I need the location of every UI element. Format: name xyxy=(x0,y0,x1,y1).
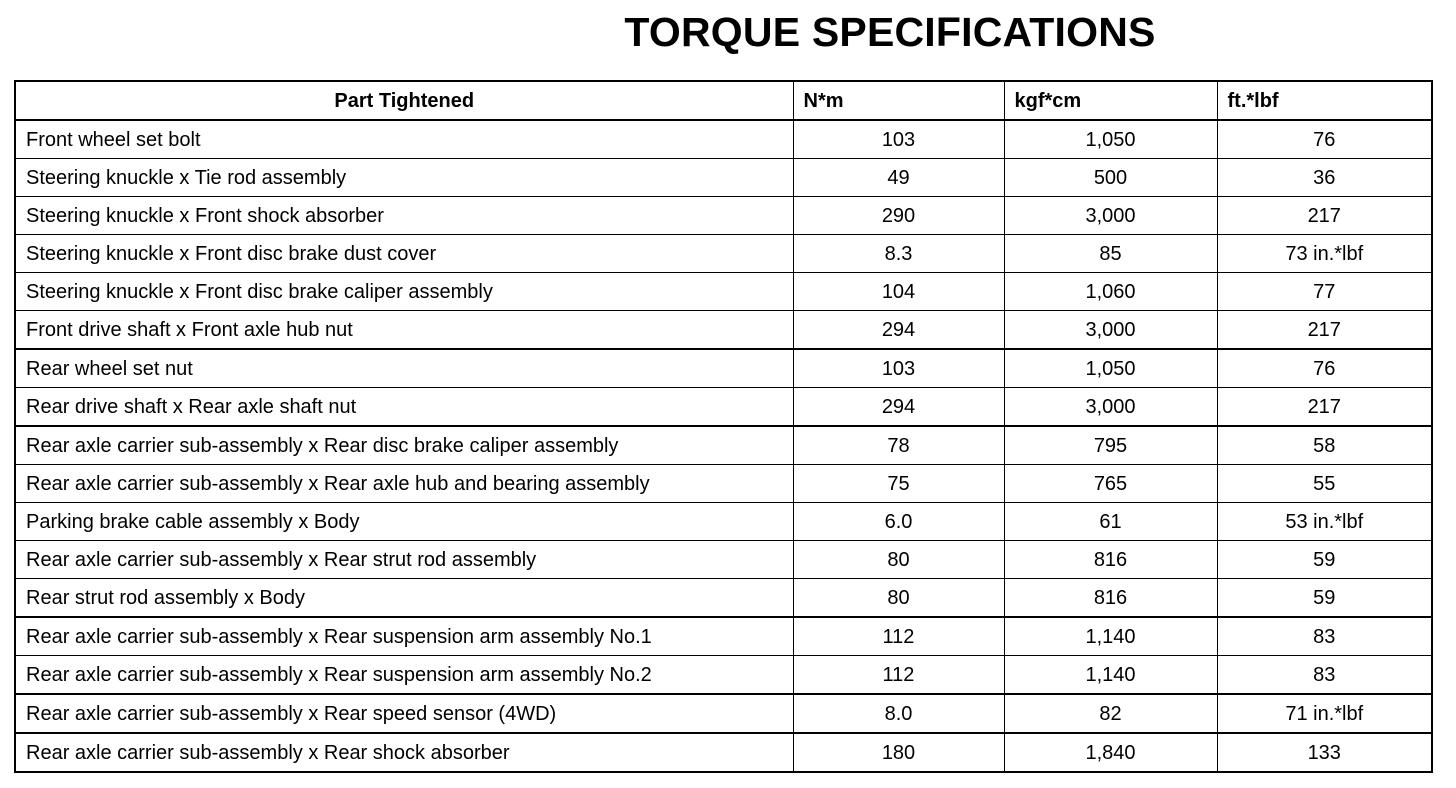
kgfcm-cell: 3,000 xyxy=(1004,311,1217,350)
nm-cell: 75 xyxy=(793,465,1004,503)
part-cell: Rear axle carrier sub-assembly x Rear suspension arm assembly No.1 xyxy=(15,617,793,656)
nm-cell: 8.0 xyxy=(793,694,1004,733)
part-cell: Steering knuckle x Front disc brake dust cover xyxy=(15,235,793,273)
kgfcm-cell: 816 xyxy=(1004,541,1217,579)
nm-cell: 290 xyxy=(793,197,1004,235)
ftlbf-cell: 58 xyxy=(1217,426,1432,465)
kgfcm-cell: 1,050 xyxy=(1004,349,1217,388)
table-row xyxy=(15,388,1432,427)
ftlbf-cell: 36 xyxy=(1217,159,1432,197)
part-cell: Parking brake cable assembly x Body xyxy=(15,503,793,541)
table-row xyxy=(15,235,1432,273)
part-cell: Rear axle carrier sub-assembly x Rear suspension arm assembly No.2 xyxy=(15,656,793,695)
ftlbf-cell: 53 in.*lbf xyxy=(1217,503,1432,541)
table-row xyxy=(15,503,1432,541)
table-row xyxy=(15,120,1432,159)
kgfcm-cell: 1,840 xyxy=(1004,733,1217,772)
table-row xyxy=(15,733,1432,772)
ftlbf-cell: 59 xyxy=(1217,579,1432,618)
part-cell: Rear axle carrier sub-assembly x Rear strut rod assembly xyxy=(15,541,793,579)
header-kgfcm: kgf*cm xyxy=(1004,81,1217,120)
header-nm: N*m xyxy=(793,81,1004,120)
ftlbf-cell: 55 xyxy=(1217,465,1432,503)
table-row xyxy=(15,159,1432,197)
table-row xyxy=(15,579,1432,618)
nm-cell: 103 xyxy=(793,120,1004,159)
kgfcm-cell: 816 xyxy=(1004,579,1217,618)
table-row xyxy=(15,694,1432,733)
kgfcm-cell: 3,000 xyxy=(1004,197,1217,235)
nm-cell: 112 xyxy=(793,656,1004,695)
ftlbf-cell: 73 in.*lbf xyxy=(1217,235,1432,273)
nm-cell: 49 xyxy=(793,159,1004,197)
part-cell: Front wheel set bolt xyxy=(15,120,793,159)
nm-cell: 80 xyxy=(793,541,1004,579)
table-row xyxy=(15,197,1432,235)
header-part-tightened: Part Tightened xyxy=(15,81,793,120)
table-row xyxy=(15,426,1432,465)
kgfcm-cell: 1,060 xyxy=(1004,273,1217,311)
kgfcm-cell: 3,000 xyxy=(1004,388,1217,427)
ftlbf-cell: 83 xyxy=(1217,656,1432,695)
nm-cell: 8.3 xyxy=(793,235,1004,273)
kgfcm-cell: 795 xyxy=(1004,426,1217,465)
table-row xyxy=(15,465,1432,503)
nm-cell: 294 xyxy=(793,388,1004,427)
part-cell: Rear wheel set nut xyxy=(15,349,793,388)
ftlbf-cell: 217 xyxy=(1217,197,1432,235)
kgfcm-cell: 85 xyxy=(1004,235,1217,273)
ftlbf-cell: 133 xyxy=(1217,733,1432,772)
ftlbf-cell: 77 xyxy=(1217,273,1432,311)
part-cell: Steering knuckle x Front shock absorber xyxy=(15,197,793,235)
ftlbf-cell: 59 xyxy=(1217,541,1432,579)
ftlbf-cell: 83 xyxy=(1217,617,1432,656)
kgfcm-cell: 82 xyxy=(1004,694,1217,733)
table-row xyxy=(15,349,1432,388)
part-cell: Rear axle carrier sub-assembly x Rear disc brake caliper assembly xyxy=(15,426,793,465)
part-cell: Steering knuckle x Tie rod assembly xyxy=(15,159,793,197)
kgfcm-cell: 1,140 xyxy=(1004,617,1217,656)
kgfcm-cell: 765 xyxy=(1004,465,1217,503)
kgfcm-cell: 500 xyxy=(1004,159,1217,197)
part-cell: Rear drive shaft x Rear axle shaft nut xyxy=(15,388,793,427)
table-row xyxy=(15,311,1432,350)
nm-cell: 294 xyxy=(793,311,1004,350)
nm-cell: 112 xyxy=(793,617,1004,656)
torque-spec-table xyxy=(14,80,1433,773)
nm-cell: 6.0 xyxy=(793,503,1004,541)
table-row xyxy=(15,617,1432,656)
ftlbf-cell: 217 xyxy=(1217,311,1432,350)
part-cell: Steering knuckle x Front disc brake caliper assembly xyxy=(15,273,793,311)
nm-cell: 104 xyxy=(793,273,1004,311)
part-cell: Rear axle carrier sub-assembly x Rear speed sensor (4WD) xyxy=(15,694,793,733)
header-ftlbf: ft.*lbf xyxy=(1217,81,1432,120)
table-header-row xyxy=(15,81,1432,120)
nm-cell: 78 xyxy=(793,426,1004,465)
ftlbf-cell: 217 xyxy=(1217,388,1432,427)
kgfcm-cell: 1,140 xyxy=(1004,656,1217,695)
nm-cell: 103 xyxy=(793,349,1004,388)
part-cell: Rear axle carrier sub-assembly x Rear shock absorber xyxy=(15,733,793,772)
ftlbf-cell: 76 xyxy=(1217,349,1432,388)
part-cell: Rear strut rod assembly x Body xyxy=(15,579,793,618)
table-row xyxy=(15,656,1432,695)
ftlbf-cell: 71 in.*lbf xyxy=(1217,694,1432,733)
page-title: TORQUE SPECIFICATIONS xyxy=(624,9,1156,55)
kgfcm-cell: 1,050 xyxy=(1004,120,1217,159)
table-row xyxy=(15,273,1432,311)
kgfcm-cell: 61 xyxy=(1004,503,1217,541)
ftlbf-cell: 76 xyxy=(1217,120,1432,159)
nm-cell: 80 xyxy=(793,579,1004,618)
part-cell: Rear axle carrier sub-assembly x Rear axle hub and bearing assembly xyxy=(15,465,793,503)
part-cell: Front drive shaft x Front axle hub nut xyxy=(15,311,793,350)
nm-cell: 180 xyxy=(793,733,1004,772)
table-row xyxy=(15,541,1432,579)
